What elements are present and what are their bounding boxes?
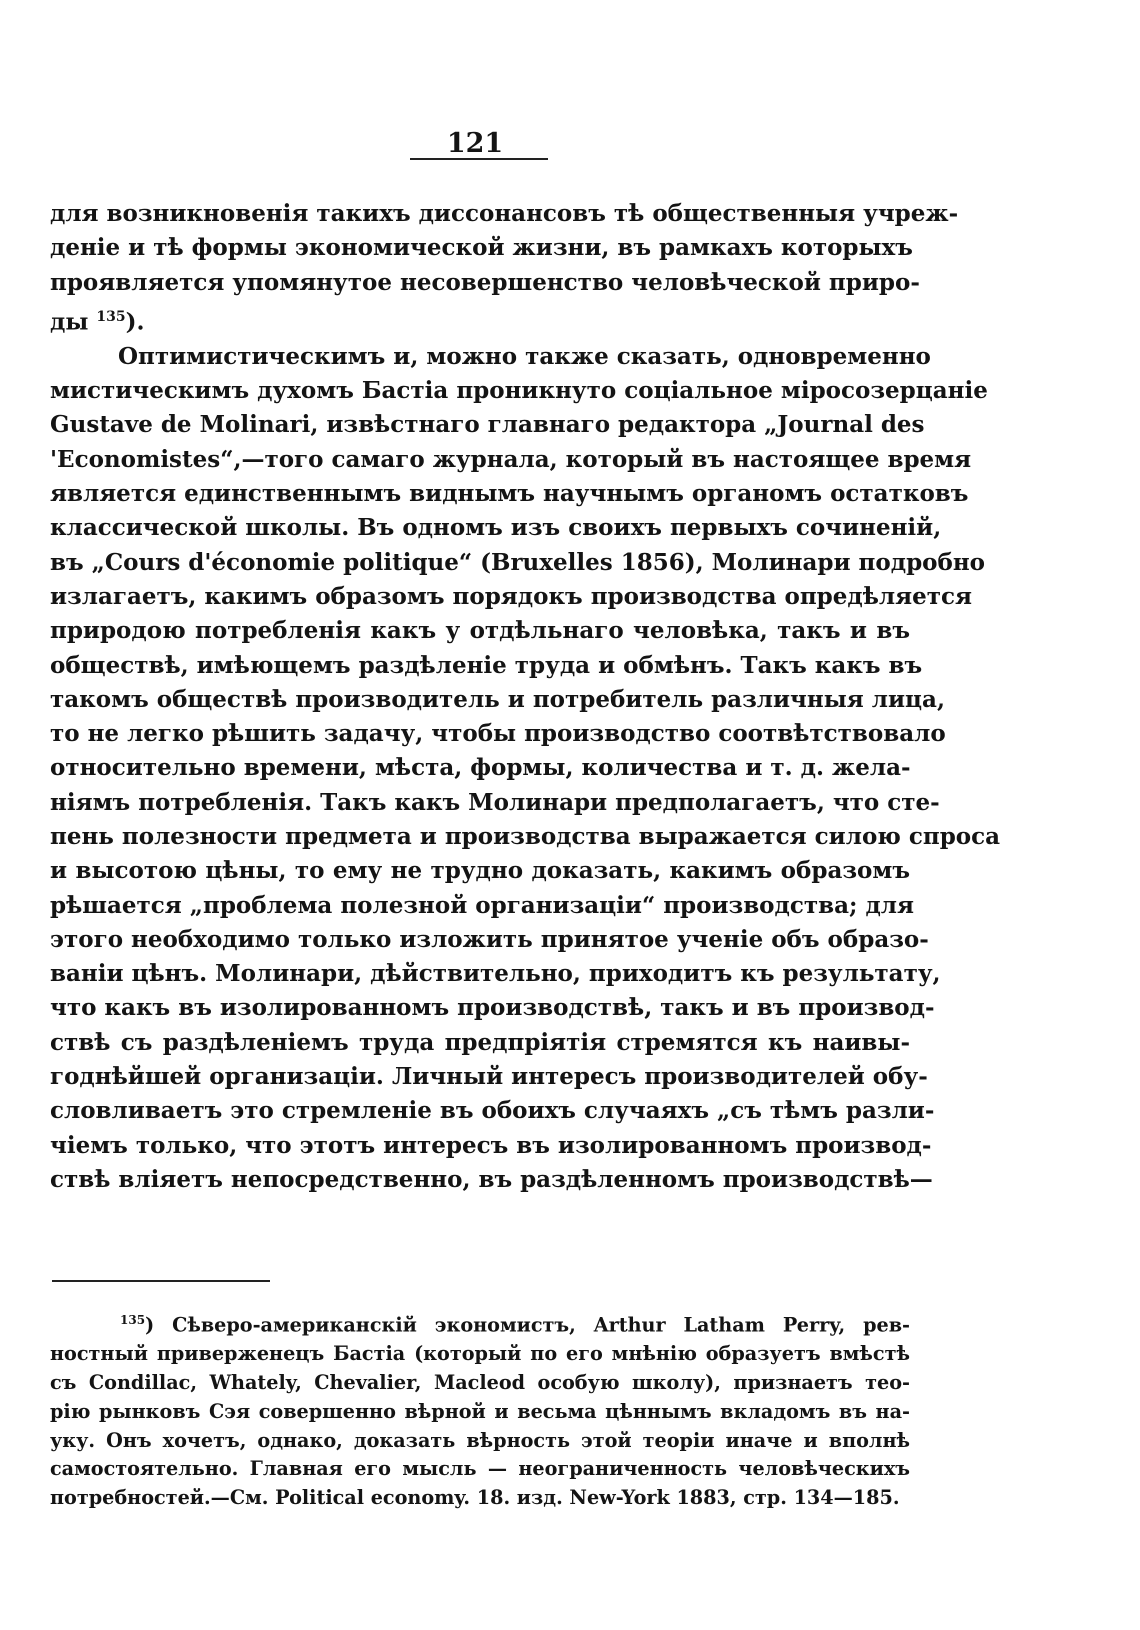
text-line-fragment: ды [50,308,89,336]
text-line: рѣшается „проблема полезной организаціи“ производства; для [50,891,915,919]
text-line: обществѣ, имѣющемъ раздѣленіе труда и обмѣнъ. Такъ какъ въ [50,651,923,679]
footnote-line: самостоятельно. Главная его мысль — неограниченность человѣческихъ [50,1457,910,1481]
footnote-separator [52,1280,270,1282]
text-line: словливаетъ это стремленіе въ обоихъ случаяхъ „съ тѣмъ разли- [50,1097,935,1125]
text-line: является единственнымъ виднымъ научнымъ органомъ остатковъ [50,480,969,508]
text-line: 'Economistes“,—того самаго журнала, который въ настоящее время [50,445,972,473]
footnote-marker: 135 [120,1313,146,1327]
text-line: деніе и тѣ формы экономической жизни, въ рамкахъ которыхъ [50,234,913,262]
text-line: этого необходимо только изложить принятое ученіе объ образо- [50,925,929,953]
text-line: Оптимистическимъ и, можно также сказать, одновременно [118,342,931,370]
text-line: классической школы. Въ одномъ изъ своихъ первыхъ сочиненій, [50,514,942,542]
text-line: что какъ въ изолированномъ производствѣ, такъ и въ производ- [50,994,935,1022]
footnote-line: уку. Онъ хочетъ, однако, доказать вѣрность этой теоріи иначе и вполнѣ [50,1428,910,1452]
text-line: ствѣ вліяетъ непосредственно, въ раздѣленномъ производствѣ— [50,1165,933,1193]
text-line: ваніи цѣнъ. Молинари, дѣйствительно, приходитъ къ результату, [50,960,941,988]
footnote-line: потребностей.—См. Political economy. 18. изд. New-York 1883, стр. 134—185. [50,1486,900,1510]
text-line: пень полезности предмета и производства выражается силою спроса [50,823,1001,850]
text-line: природою потребленія какъ у отдѣльнаго человѣка, такъ и въ [50,617,910,645]
footnote-reference-suffix: ). [125,308,145,336]
text-line: чіемъ только, что этотъ интересъ въ изолированномъ производ- [50,1131,932,1159]
main-text [50,197,1001,1197]
text-line: то не легко рѣшить задачу, чтобы производство соотвѣтствовало [50,720,946,748]
text-line: излагаетъ, какимъ образомъ порядокъ производства опредѣляется [50,582,972,610]
text-line: въ „Cours d'économie politique“ (Bruxelles 1856), Молинари подробно [50,548,986,576]
text-line: мистическимъ духомъ Бастіа проникнуто соціальное міросозерцаніе [50,377,988,405]
footnote-line: ностный приверженецъ Бастіа (который по его мнѣнію образуетъ вмѣстѣ [50,1342,910,1366]
header-rule [410,158,548,160]
footnote-line: рію рынковъ Сэя совершенно вѣрной и весьма цѣннымъ вкладомъ въ на- [50,1399,910,1423]
footnote-marker-suffix: ) [145,1313,155,1337]
text-line: годнѣйшей организаціи. Личный интересъ производителей обу- [50,1063,928,1091]
text-line: относительно времени, мѣста, формы, количества и т. д. жела- [50,754,911,782]
text-line: проявляется упомянутое несовершенство человѣческой приро- [50,268,920,296]
footnote-line [50,1306,910,1340]
text-line-with-footnote [50,300,910,340]
text-line: ствѣ съ раздѣленіемъ труда предпріятія стремятся къ наивы- [50,1028,910,1056]
page-number: 121 [446,128,504,159]
text-line: для возникновенія такихъ диссонансовъ тѣ общественныя учреж- [50,200,959,227]
footnote-reference[interactable]: 135 [96,308,126,325]
footnote-line: съ Condillac, Whately, Chevalier, Macleod особую школу), признаетъ тео- [50,1370,910,1394]
text-line: и высотою цѣны, то ему не трудно доказать, какимъ образомъ [50,857,910,885]
text-line: Gustave de Molinari, извѣстнаго главнаго редактора „Journal des [50,411,925,439]
text-line: ніямъ потребленія. Такъ какъ Молинари предполагаетъ, что сте- [50,788,940,816]
text-line: такомъ обществѣ производитель и потребитель различныя лица, [50,685,945,713]
footnote-135 [50,1306,910,1513]
footnote-text: Сѣверо-американскій экономистъ, Arthur Latham Perry, рев- [172,1313,910,1337]
